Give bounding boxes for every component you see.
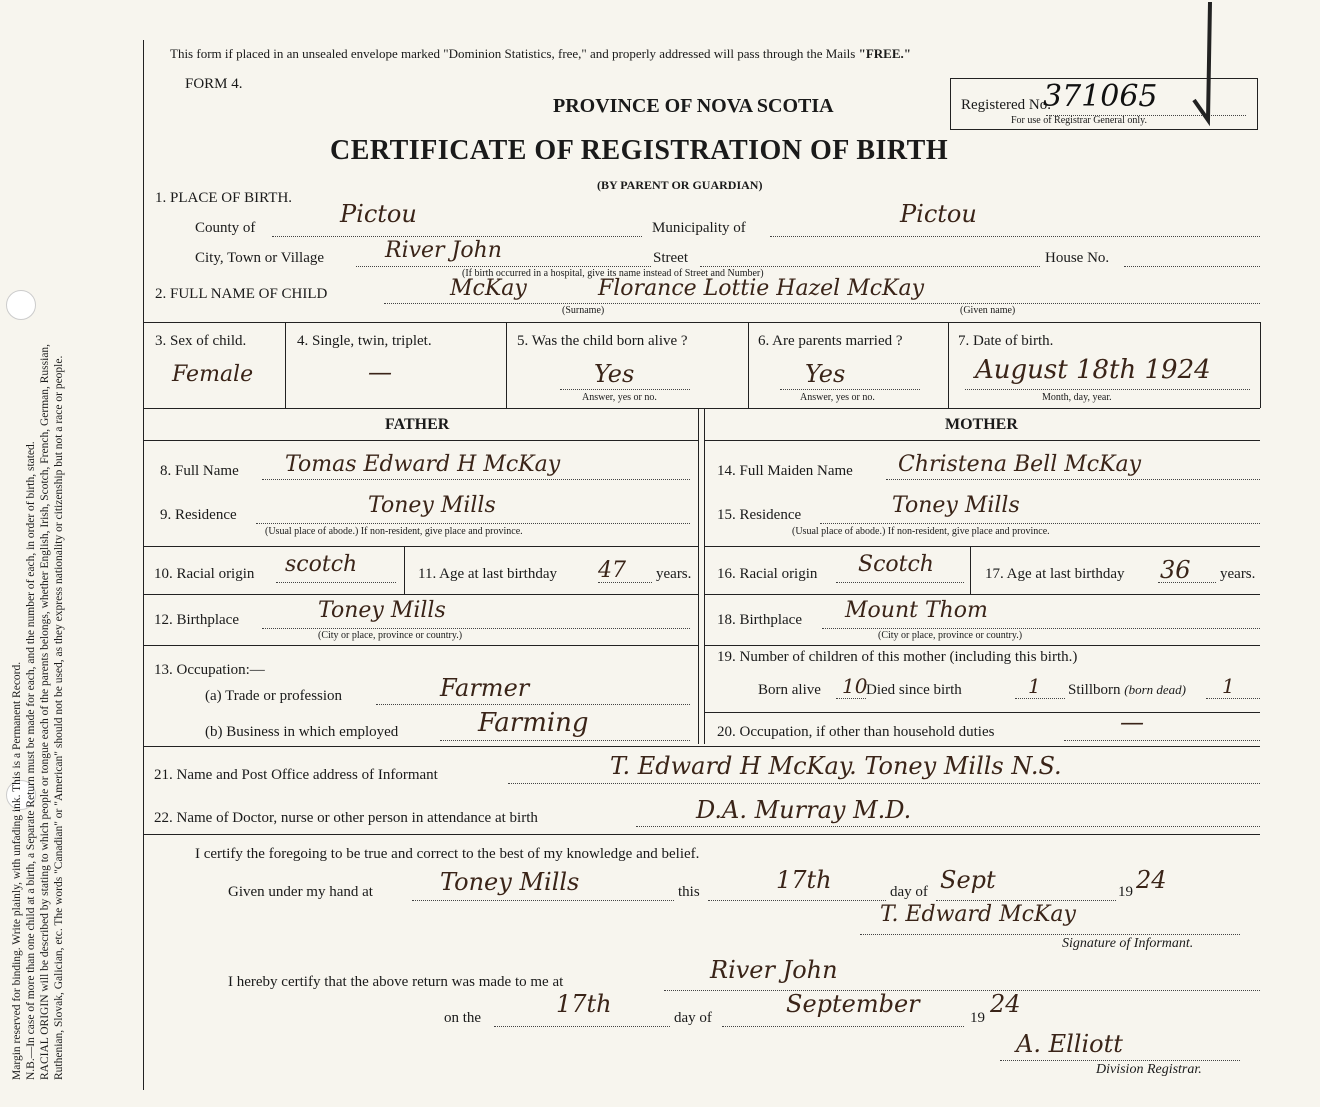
born-alive-count-value: 10 [842,674,868,698]
registrar-place: River John [710,956,838,984]
given-year-prefix: 19 [1118,884,1133,900]
born-alive-caption: Answer, yes or no. [582,392,657,403]
municipality-label: Municipality of [652,220,746,236]
registrar-day: 17th [556,990,612,1018]
father-name-value: Tomas Edward H McKay [285,452,561,477]
mother-racial-label: 16. Racial origin [717,566,818,582]
business-label: (b) Business in which employed [205,724,399,740]
trade-label: (a) Trade or profession [205,688,343,704]
given-under-label: Given under my hand at [228,884,373,900]
stillborn-value: 1 [1222,674,1235,698]
registrar-signature: A. Elliott [1016,1030,1123,1058]
street-label: Street [653,250,688,266]
doctor-value: D.A. Murray M.D. [696,796,912,824]
certify-statement: I certify the foregoing to be true and correct to the best of my knowledge and belief. [195,846,700,862]
city-value: River John [385,238,502,263]
given-day-of-label: day of [890,884,928,900]
parents-married-value: Yes [805,360,846,388]
informant-label: 21. Name and Post Office address of Informant [154,767,438,783]
father-birthplace-value: Toney Mills [318,598,446,623]
father-residence-caption: (Usual place of abode.) If non-resident, give place and province. [265,526,523,537]
mother-residence-label: 15. Residence [717,507,802,523]
province-heading: PROVINCE OF NOVA SCOTIA [553,95,834,117]
father-residence-value: Toney Mills [368,493,496,518]
stillborn-label: Stillborn (born dead) [1068,682,1187,698]
city-label: City, Town or Village [195,250,325,266]
father-age-value: 47 [598,558,626,583]
mother-birthplace-value: Mount Thom [845,598,988,623]
informant-value: T. Edward H McKay. Toney Mills N.S. [610,752,1062,780]
children-count-label: 19. Number of children of this mother (including this birth.) [717,649,1078,665]
check-mark [1180,0,1210,150]
father-birthplace-caption: (City or place, province or country.) [318,630,463,641]
father-name-label: 8. Full Name [160,463,239,479]
registrar-month: September [786,990,920,1018]
single-twin-value: — [368,358,392,386]
margin-line-4: Ruthenian, Slovak, Galician, etc. The words "Canadian" or "American" should not be used, as they express nationality or citizenship but not a race or people. [53,355,65,1080]
father-heading: FATHER [385,416,450,433]
page-subtitle: (BY PARENT OR GUARDIAN) [597,178,763,192]
form-left-border [143,40,144,1090]
municipality-value: Pictou [900,200,977,228]
mother-residence-value: Toney Mills [892,493,1020,518]
mother-occupation-label: 20. Occupation, if other than household duties [717,724,995,740]
registrar-signature-caption: Division Registrar. [1096,1062,1202,1077]
registrar-day-of-label: day of [674,1010,712,1026]
registered-label: Registered No. [961,97,1051,113]
father-racial-value: scotch [285,552,358,577]
father-years: years. [656,566,692,582]
sex-value: Female [172,362,254,387]
informant-signature: T. Edward McKay [880,902,1076,927]
born-alive-label: 5. Was the child born alive ? [517,333,688,349]
mother-birthplace-caption: (City or place, province or country.) [878,630,1023,641]
child-name-label: 2. FULL NAME OF CHILD [155,286,328,302]
surname-caption: (Surname) [562,305,605,316]
mother-age-value: 36 [1160,556,1191,584]
mother-occupation-value: — [1120,708,1144,736]
given-year: 24 [1136,866,1167,894]
county-label: County of [195,220,256,236]
mother-name-value: Christena Bell McKay [898,452,1142,477]
sex-label: 3. Sex of child. [155,333,247,349]
parents-married-label: 6. Are parents married ? [758,333,903,349]
dob-value: August 18th 1924 [975,355,1211,385]
informant-signature-caption: Signature of Informant. [1062,936,1194,951]
dob-label: 7. Date of birth. [958,333,1054,349]
registered-number: 371065 [1043,79,1158,114]
registrar-note: For use of Registrar General only. [1011,115,1147,126]
mother-birthplace-label: 18. Birthplace [717,612,802,628]
single-twin-label: 4. Single, twin, triplet. [297,333,432,349]
given-name-caption: (Given name) [960,305,1016,316]
given-place: Toney Mills [440,868,580,896]
given-month: Sept [940,866,996,894]
born-alive-value: Yes [594,360,635,388]
father-residence-label: 9. Residence [160,507,237,523]
mother-residence-caption: (Usual place of abode.) If non-resident, give place and province. [792,526,1050,537]
hospital-note: (If birth occurred in a hospital, give its name instead of Street and Number) [462,268,764,279]
form-number: FORM 4. [185,76,243,92]
margin-line-2: N.B.—In case of more than one child at a birth, a Separate Return must be made for each, and the number of each, in order of birth, stated. [25,441,37,1080]
child-given-name: Florance Lottie Hazel McKay [598,276,925,301]
given-day: 17th [776,866,832,894]
place-of-birth-label: 1. PLACE OF BIRTH. [155,190,293,206]
trade-value: Farmer [440,674,530,702]
born-alive-count-label: Born alive [758,682,821,698]
died-since-birth-label: Died since birth [866,682,962,698]
dob-caption: Month, day, year. [1042,392,1112,403]
doctor-label: 22. Name of Doctor, nurse or other person in attendance at birth [154,810,538,826]
mother-age-label: 17. Age at last birthday [985,566,1125,582]
house-no-label: House No. [1045,250,1110,266]
margin-notes [10,40,70,1080]
occupation-label: 13. Occupation:— [154,662,265,678]
page-title: CERTIFICATE OF REGISTRATION OF BIRTH [330,135,949,166]
child-surname: McKay [450,276,527,301]
registrar-year-prefix: 19 [970,1010,985,1026]
father-racial-label: 10. Racial origin [154,566,255,582]
mother-years: years. [1220,566,1256,582]
died-since-birth-value: 1 [1028,674,1041,698]
margin-line-1: Margin reserved for binding. Write plainly, with unfading ink. This is a Permanent Record. [11,661,23,1080]
mother-heading: MOTHER [945,416,1018,433]
parents-married-caption: Answer, yes or no. [800,392,875,403]
mother-racial-value: Scotch [858,552,934,577]
father-birthplace-label: 12. Birthplace [154,612,239,628]
registrar-year: 24 [990,990,1021,1018]
business-value: Farming [478,708,589,738]
father-age-label: 11. Age at last birthday [418,566,557,582]
margin-line-3: RACIAL ORIGIN will be described by stating to which people or tongue each of the parents belongs, whether English, Irish, Scotch, French, German, Russian, [39,343,51,1080]
mother-name-label: 14. Full Maiden Name [717,463,853,479]
this-label: this [678,884,700,900]
registrar-statement: I hereby certify that the above return was made to me at [228,974,564,990]
mail-notice: This form if placed in an unsealed envelope marked "Dominion Statistics, free," and properly addressed will pass through the Mails "FREE." [170,46,911,61]
county-value: Pictou [340,200,417,228]
on-the-label: on the [444,1010,482,1026]
